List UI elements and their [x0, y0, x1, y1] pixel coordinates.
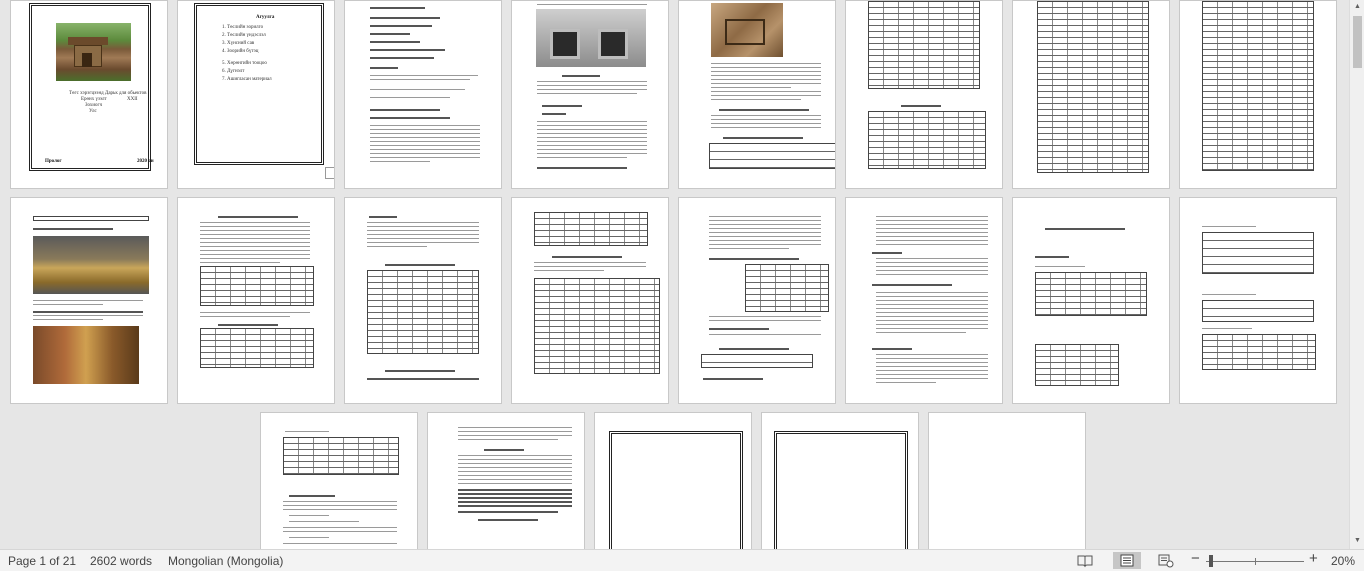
text-line — [1202, 226, 1256, 227]
text-line — [709, 320, 821, 321]
text-line — [370, 33, 410, 35]
page-thumbnail-16[interactable] — [1179, 197, 1337, 404]
text-line — [458, 427, 572, 428]
text-line — [709, 316, 821, 317]
data-table — [1202, 232, 1314, 274]
cover-year: XXII — [127, 97, 138, 102]
cellar-photo — [536, 9, 646, 67]
text-line — [283, 531, 397, 532]
text-line — [33, 300, 143, 301]
language-indicator[interactable]: Mongolian (Mongolia) — [168, 554, 284, 568]
heading-line — [719, 109, 809, 111]
text-line — [370, 57, 434, 59]
text-line — [709, 236, 821, 237]
heading-line — [1035, 256, 1069, 258]
status-bar — [0, 549, 1364, 571]
word-count[interactable]: 2602 words — [90, 554, 153, 568]
text-line — [200, 250, 310, 251]
heading-line — [33, 228, 113, 230]
heading-line — [218, 216, 298, 218]
data-table — [701, 354, 813, 368]
data-table — [868, 1, 980, 89]
data-table — [200, 328, 314, 368]
text-line — [458, 501, 572, 503]
text-line — [876, 224, 988, 225]
text-line — [1035, 266, 1085, 267]
text-line — [711, 79, 821, 80]
cover-photo — [56, 23, 131, 81]
text-line — [200, 242, 310, 243]
text-line — [458, 483, 572, 484]
page-thumbnail-1[interactable] — [10, 0, 168, 189]
text-line — [709, 232, 821, 233]
text-line — [458, 467, 572, 468]
text-line — [537, 4, 647, 5]
text-line — [876, 374, 988, 375]
text-line — [876, 320, 988, 321]
page-thumbnail-3[interactable] — [344, 0, 502, 189]
text-line — [876, 324, 988, 325]
page-thumbnail-20[interactable] — [761, 412, 919, 549]
data-table — [1202, 334, 1316, 370]
scroll-up-icon[interactable]: ▲ — [1354, 3, 1361, 10]
heading-line — [537, 167, 627, 169]
vertical-scrollbar[interactable] — [1349, 0, 1364, 549]
data-table — [868, 111, 986, 169]
data-table — [534, 278, 660, 374]
text-line — [709, 224, 821, 225]
text-line — [367, 222, 479, 223]
text-line — [537, 85, 647, 86]
heading-line — [542, 113, 566, 115]
text-line — [458, 435, 572, 436]
heading-line — [872, 348, 912, 350]
cover-subtitle: Ерөнх үзэлт — [81, 97, 107, 102]
cover-footer-left: Пролог — [45, 159, 62, 164]
text-line — [876, 328, 988, 329]
text-line — [876, 236, 988, 237]
text-line — [876, 258, 988, 259]
heading-line — [484, 449, 524, 451]
text-line — [370, 141, 480, 142]
page-box — [325, 167, 335, 179]
page-thumbnail-9[interactable] — [10, 197, 168, 404]
data-table — [1035, 272, 1147, 316]
page-thumbnail-4[interactable] — [511, 0, 669, 189]
text-line — [367, 242, 479, 243]
text-line — [876, 308, 988, 309]
text-line — [370, 67, 398, 69]
zoom-out-button[interactable]: − — [1191, 550, 1200, 567]
data-table — [745, 264, 829, 312]
text-line — [876, 266, 988, 267]
text-line — [200, 222, 310, 223]
text-line — [458, 489, 572, 491]
text-line — [458, 505, 572, 507]
caption — [562, 75, 600, 77]
web-layout-button[interactable] — [1153, 552, 1177, 569]
text-line — [711, 87, 791, 88]
text-line — [709, 228, 821, 229]
text-line — [876, 358, 988, 359]
text-line — [876, 240, 988, 241]
page-count[interactable]: Page 1 of 21 — [8, 554, 77, 568]
text-line — [537, 81, 647, 82]
text-line — [370, 161, 430, 162]
cover-footer-right: 2020 он — [137, 159, 154, 164]
page-thumbnail-18[interactable] — [427, 412, 585, 549]
text-line — [285, 431, 329, 432]
toc-heading: Агуулга — [256, 15, 275, 20]
text-line — [458, 511, 558, 513]
text-line — [370, 137, 480, 138]
text-line — [709, 244, 821, 245]
text-line — [370, 129, 480, 130]
zoom-slider-center-tick — [1255, 558, 1256, 565]
caption — [367, 378, 479, 380]
text-line — [537, 145, 647, 146]
zoom-slider-thumb[interactable] — [1209, 555, 1213, 567]
text-line — [283, 543, 397, 544]
text-line — [367, 230, 479, 231]
toc-item: 4. Зоорийн бүтэц — [222, 49, 259, 54]
text-line — [370, 49, 445, 51]
heading-line — [872, 284, 952, 286]
text-line — [200, 254, 310, 255]
text-line — [537, 157, 627, 158]
text-line — [370, 75, 478, 76]
book-icon — [1073, 552, 1097, 569]
text-line — [876, 366, 988, 367]
text-line — [200, 246, 310, 247]
text-line — [370, 97, 450, 98]
text-line — [458, 475, 572, 476]
text-line — [534, 262, 646, 263]
text-line — [283, 527, 397, 528]
text-line — [200, 226, 310, 227]
text-line — [283, 501, 397, 502]
page-thumbnail-5[interactable] — [678, 0, 836, 189]
toc-item: 5. Хөрөнгийн тооцоо — [222, 61, 267, 66]
text-line — [709, 334, 821, 335]
heading-line — [369, 216, 397, 218]
page-thumbnail-17[interactable] — [260, 412, 418, 549]
text-line — [711, 83, 821, 84]
page-thumbnail-21[interactable] — [928, 412, 1086, 549]
text-line — [537, 89, 647, 90]
text-line — [711, 91, 821, 92]
page-thumbnail-8[interactable] — [1179, 0, 1337, 189]
text-line — [458, 471, 572, 472]
cover-country: Улс — [89, 109, 97, 114]
text-line — [537, 133, 647, 134]
page-thumbnail-14[interactable] — [845, 197, 1003, 404]
text-line — [537, 125, 647, 126]
text-line — [876, 316, 988, 317]
text-line — [367, 234, 479, 235]
storage-photo — [33, 236, 149, 294]
text-line — [709, 240, 821, 241]
text-line — [370, 149, 480, 150]
text-line — [458, 497, 572, 499]
text-line — [537, 93, 637, 94]
text-line — [711, 119, 821, 120]
text-line — [537, 153, 647, 154]
text-line — [370, 117, 450, 119]
text-line — [200, 262, 280, 263]
text-line — [33, 311, 143, 313]
text-line — [876, 232, 988, 233]
text-line — [370, 125, 480, 126]
text-line — [876, 262, 988, 263]
text-line — [876, 292, 988, 293]
text-line — [370, 145, 480, 146]
text-line — [200, 316, 290, 317]
text-line — [370, 41, 420, 43]
page-thumbnail-19[interactable] — [594, 412, 752, 549]
text-line — [367, 226, 479, 227]
text-line — [478, 519, 538, 521]
data-table — [1037, 1, 1149, 173]
text-line — [711, 71, 821, 72]
heading-line — [218, 324, 278, 326]
text-line — [370, 79, 470, 80]
text-line — [537, 141, 647, 142]
text-line — [289, 537, 329, 538]
text-line — [876, 370, 988, 371]
data-table — [1202, 1, 1314, 171]
text-line — [876, 304, 988, 305]
text-line — [876, 332, 966, 333]
text-line — [709, 220, 821, 221]
text-line — [370, 157, 480, 158]
text-line — [458, 455, 572, 456]
text-line — [458, 463, 572, 464]
page-thumbnail-11[interactable] — [344, 197, 502, 404]
text-line — [876, 228, 988, 229]
zoom-in-button[interactable]: + — [1309, 550, 1318, 567]
heading-line — [709, 328, 769, 330]
text-line — [289, 515, 329, 516]
page-thumbnail-6[interactable] — [845, 0, 1003, 189]
page-layout-icon — [1113, 552, 1141, 569]
text-line — [711, 75, 821, 76]
data-table — [283, 437, 399, 475]
text-line — [1202, 328, 1252, 329]
scroll-thumb[interactable] — [1353, 16, 1362, 68]
heading-line — [542, 105, 582, 107]
text-line — [458, 479, 572, 480]
page-thumbnail-10[interactable] — [177, 197, 335, 404]
page-border — [774, 431, 908, 549]
table-title — [719, 348, 789, 350]
text-line — [876, 274, 988, 275]
text-line — [534, 270, 604, 271]
text-line — [200, 238, 310, 239]
text-line — [709, 216, 821, 217]
toc-item: 2. Төслийн үндэслэл — [222, 33, 266, 38]
text-line — [370, 7, 425, 9]
text-line — [711, 127, 821, 128]
zoom-level[interactable]: 20% — [1331, 554, 1356, 568]
text-line — [370, 25, 432, 27]
text-line — [370, 17, 440, 19]
text-line — [876, 220, 988, 221]
heading-line — [723, 137, 803, 139]
scroll-down-icon[interactable]: ▼ — [1354, 537, 1361, 544]
text-line — [876, 300, 988, 301]
data-table — [1202, 300, 1314, 322]
text-line — [711, 99, 801, 100]
text-line — [876, 378, 988, 379]
heading-line — [703, 378, 763, 380]
caption — [385, 370, 455, 372]
text-line — [370, 109, 440, 111]
toc-item: 6. Дүгнэлт — [222, 69, 245, 74]
toc-item: 7. Ашигласан материал — [222, 77, 272, 82]
text-line — [537, 149, 647, 150]
read-mode-button[interactable] — [1073, 552, 1097, 569]
page-thumbnail-7[interactable] — [1012, 0, 1170, 189]
cover-author: Зохиогч — [85, 103, 103, 108]
heading-line — [289, 495, 335, 497]
page-border — [609, 431, 743, 549]
page-thumbnail-13[interactable] — [678, 197, 836, 404]
text-line — [711, 115, 821, 116]
heading-line — [709, 258, 799, 260]
text-line — [711, 67, 821, 68]
heading-line — [552, 256, 622, 258]
page-thumbnail-15[interactable] — [1012, 197, 1170, 404]
data-table — [709, 143, 836, 169]
text-line — [283, 505, 397, 506]
data-table — [200, 266, 314, 306]
text-line — [367, 246, 427, 247]
text-line — [283, 509, 397, 510]
data-table — [367, 270, 479, 354]
text-line — [458, 493, 572, 495]
text-line — [200, 234, 310, 235]
text-line — [876, 312, 988, 313]
text-line — [289, 521, 359, 522]
text-line — [876, 382, 936, 383]
page-thumbnail-2[interactable] — [177, 0, 335, 189]
data-table — [33, 216, 149, 221]
text-line — [458, 431, 572, 432]
text-line — [1202, 294, 1256, 295]
text-line — [537, 129, 647, 130]
text-line — [200, 230, 310, 231]
text-line — [711, 123, 821, 124]
text-line — [876, 362, 988, 363]
text-line — [709, 248, 789, 249]
text-line — [200, 312, 310, 313]
print-layout-button[interactable] — [1113, 552, 1141, 569]
toc-item: 3. Хүнсний сав — [222, 41, 255, 46]
text-line — [537, 137, 647, 138]
heading-line — [1045, 228, 1125, 230]
text-line — [458, 439, 558, 440]
data-table — [534, 212, 648, 246]
heading-line — [872, 252, 902, 254]
toc-item: 1. Төслийн зорилго — [222, 25, 264, 30]
text-line — [370, 89, 465, 90]
text-line — [876, 296, 988, 297]
text-line — [876, 244, 988, 245]
web-layout-icon — [1153, 552, 1177, 569]
text-line — [370, 153, 480, 154]
table-title — [901, 105, 941, 107]
pantry-photo — [33, 326, 139, 384]
text-line — [711, 63, 821, 64]
table-title — [385, 264, 455, 266]
text-line — [370, 133, 480, 134]
construction-photo — [711, 3, 783, 57]
text-line — [876, 216, 988, 217]
data-table — [1035, 344, 1119, 386]
text-line — [200, 258, 310, 259]
text-line — [711, 95, 821, 96]
text-line — [33, 315, 143, 316]
text-line — [876, 354, 988, 355]
text-line — [534, 266, 646, 267]
text-line — [33, 304, 103, 305]
cover-title: Төгс хэрэгцээнд Дарьк для обьектов — [69, 91, 147, 96]
text-line — [458, 459, 572, 460]
page-thumbnail-12[interactable] — [511, 197, 669, 404]
text-line — [537, 121, 647, 122]
text-line — [33, 319, 103, 320]
text-line — [367, 238, 479, 239]
text-line — [876, 270, 988, 271]
